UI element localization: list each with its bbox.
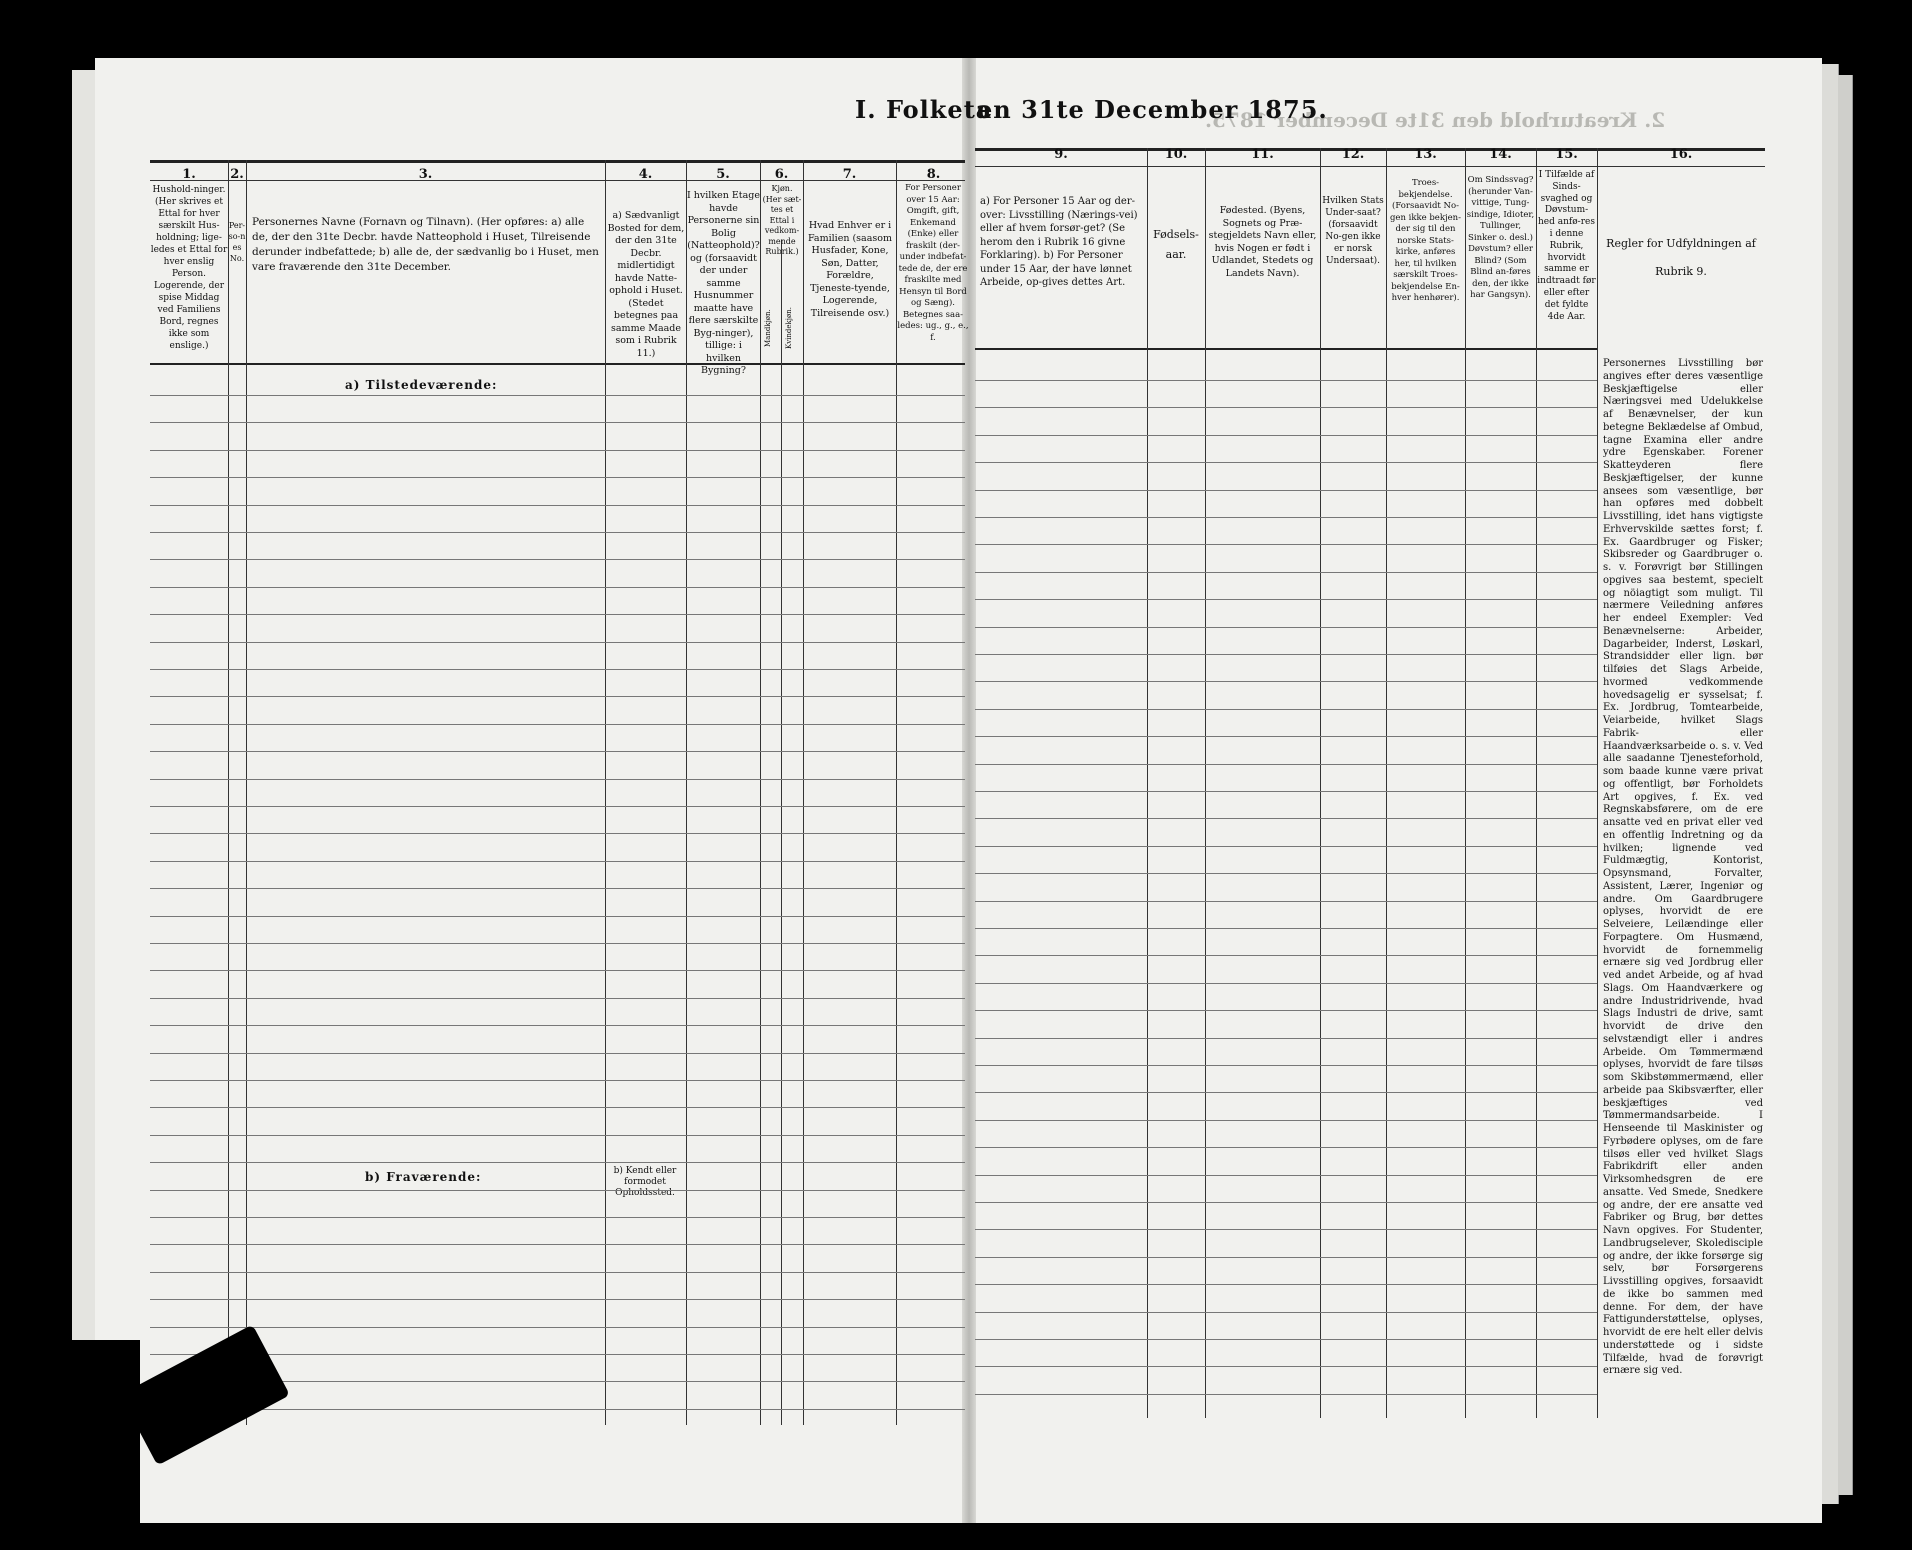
col-num-13: 13. [1414, 147, 1437, 162]
col-num-8: 8. [926, 167, 941, 182]
row-rule [150, 1299, 965, 1300]
row-rule [150, 888, 965, 889]
row-rule [975, 1065, 1597, 1066]
col-line-15 [1597, 148, 1598, 1418]
page-edge-left [72, 70, 97, 1510]
row-rule [975, 1312, 1597, 1313]
col-num-11: 11. [1251, 147, 1274, 162]
row-rule [975, 1010, 1597, 1011]
row-rule [975, 791, 1597, 792]
col6-sub-female: Kvindekjøn. [785, 307, 793, 349]
col-line-5 [760, 160, 761, 1425]
row-rule [150, 1327, 965, 1328]
row-rule [975, 435, 1597, 436]
row-rule [975, 1092, 1597, 1093]
row-rule [975, 407, 1597, 408]
col-num-12: 12. [1341, 147, 1365, 162]
ghost-title: 2. Kreaturhold den 31te December 1875. [1205, 108, 1666, 132]
col-line-11 [1320, 148, 1321, 1418]
row-rule [975, 544, 1597, 545]
row-rule [150, 833, 965, 834]
page-edge-right-2 [1838, 75, 1853, 1495]
row-rule [975, 654, 1597, 655]
col-header-3: Personernes Navne (Fornavn og Tilnavn). (Her opføres: a) alle de, der den 31te Decbr. havde Natteophold i Huset, Tilreisende derunder indbefattede; b) alle de, der sædvanlig bo i Huset, men vare fraværende den 31te December. [252, 216, 599, 273]
row-rule [150, 943, 965, 944]
col-line-10 [1205, 148, 1206, 1418]
row-rule [975, 1175, 1597, 1176]
col-header-5: I hvilken Etage havde Personerne sin Bolig (Natteophold)? og (forsaavidt der under samme Husnummer maatte have flere særskilte Byg-ninger), tillige: i hvilken Bygning? [687, 190, 760, 376]
row-rule [975, 709, 1597, 710]
col-header-2: Per-so-nes No. [228, 221, 246, 263]
row-rule [150, 1190, 965, 1191]
col-line-14 [1536, 148, 1537, 1418]
row-rule [975, 1366, 1597, 1367]
row-rule [975, 490, 1597, 491]
row-rule [975, 572, 1597, 573]
row-rule [975, 1229, 1597, 1230]
title-right: en 31te December 1875. [977, 95, 1328, 124]
col-num-2: 2. [230, 167, 244, 182]
row-rule [975, 1339, 1597, 1340]
row-rule [975, 1120, 1597, 1121]
row-rule [150, 916, 965, 917]
col-num-1: 1. [182, 167, 196, 182]
row-rule [150, 669, 965, 670]
row-rule [150, 395, 965, 396]
row-rule [150, 861, 965, 862]
col-header-1: Hushold-ninger. (Her skrives et Ettal for hver særskilt Hus-holdning; lige-ledes et Ettal for hver enslig Person. Logerende, der spise Middag ved Familiens Bord, regnes ikke som enslige.) [150, 185, 228, 351]
col-header-9: a) For Personer 15 Aar og der-over: Livsstilling (Nærings-vei) eller af hvem forsør-get? (Se herom den i Rubrik 16 givne Forklaring). b) For Personer under 15 Aar, der have lønnet Arbeide, op-gives dettes Art. [980, 196, 1138, 288]
row-rule [150, 779, 965, 780]
col-line-9 [1147, 148, 1148, 1418]
row-rule [150, 1053, 965, 1054]
section-present: a) Tilstedeværende: [345, 378, 498, 392]
col-num-10: 10. [1164, 147, 1188, 162]
row-rule [150, 505, 965, 506]
row-rule [975, 1038, 1597, 1039]
row-rule [150, 1025, 965, 1026]
row-rule [975, 955, 1597, 956]
row-rule [150, 1272, 965, 1273]
col-header-10: Fødsels-aar. [1153, 228, 1199, 261]
row-rule [150, 450, 965, 451]
row-rule [150, 642, 965, 643]
rule-numbers-right [975, 166, 1765, 167]
col-header-16: Regler for Udfyldningen af Rubrik 9. [1606, 237, 1756, 278]
row-rule [150, 970, 965, 971]
row-rule [975, 1284, 1597, 1285]
col6-sub-male: Mandkjøn. [764, 309, 772, 347]
col-num-16: 16. [1669, 147, 1693, 162]
row-rule [150, 724, 965, 725]
title-left: I. Folketa [855, 95, 993, 124]
col-line-12 [1386, 148, 1387, 1418]
row-rule [975, 846, 1597, 847]
col-header-4: a) Sædvanligt Bosted for dem, der den 31te Decbr. midlertidigt havde Natte-ophold i Huset. (Stedet betegnes paa samme Maade som i Rubrik 11.) [607, 210, 685, 359]
col-num-7: 7. [842, 167, 857, 182]
row-rule [150, 1162, 965, 1163]
scan-clip [0, 1340, 140, 1550]
row-rule [975, 517, 1597, 518]
col-line-2 [246, 160, 247, 1425]
row-rule [150, 1107, 965, 1108]
row-rule [150, 696, 965, 697]
row-rule [150, 559, 965, 560]
row-rule [975, 1394, 1597, 1395]
row-rule [975, 462, 1597, 463]
col-line-7 [896, 160, 897, 1425]
row-rule [150, 1244, 965, 1245]
row-rule [150, 1354, 965, 1355]
rule-header-right [975, 348, 1597, 350]
col-line-6 [803, 160, 804, 1425]
col4-absent-note: b) Kendt eller formodet Opholdssted. [613, 1166, 677, 1198]
row-rule [150, 998, 965, 999]
col-header-11: Fødested. (Byens, Sognets og Præ-stegjeldets Navn eller, hvis Nogen er født i Udlandet, Stedets og Landets Navn). [1208, 205, 1317, 279]
col-num-9: 9. [1054, 147, 1068, 162]
row-rule [150, 806, 965, 807]
col-header-7: Hvad Enhver er i Familien (saasom Husfader, Kone, Søn, Datter, Forældre, Tjeneste-tyende, Logerende, Tilreisende osv.) [807, 220, 892, 319]
row-rule [975, 901, 1597, 902]
col-line-13 [1465, 148, 1466, 1418]
col-header-14: Om Sindssvag? (herunder Van-vittige, Tung-sindige, Idioter, Tullinger, Sinker o. desl.) Døvstum? eller Blind? (Som Blind an-føres den, der ikke har Gangsyn). [1466, 175, 1535, 300]
page-edge-right [1822, 64, 1839, 1504]
col-header-13: Troes-bekjendelse. (Forsaavidt No-gen ikke bekjen-der sig til den norske Stats-kirke, anføres her, til hvilken særskilt Troes-bekjendelse En-hver henhører). [1389, 178, 1462, 303]
row-rule [975, 1202, 1597, 1203]
col-header-12: Hvilken Stats Under-saat? (forsaavidt No-gen ikke er norsk Undersaat). [1322, 196, 1384, 266]
row-rule [150, 1409, 965, 1410]
rule-top-left [150, 160, 965, 163]
col-header-8: For Personer over 15 Aar: Omgift, gift, Enkemand (Enke) eller fraskilt (der-under indbefat-tede de, der ere fraskilte med Hensyn til Bord og Sæng). Betegnes saa-ledes: ug., g., e., f. [897, 183, 969, 343]
row-rule [975, 818, 1597, 819]
row-rule [975, 599, 1597, 600]
col-line-1 [228, 160, 229, 1425]
row-rule [975, 983, 1597, 984]
row-rule [975, 681, 1597, 682]
row-rule [975, 764, 1597, 765]
row-rule [975, 873, 1597, 874]
rules-text: Personernes Livsstilling bør angives efter deres væsentlige Beskjæftigelse eller Næringsvei med Udelukkelse af Benævnelser, der kun betegne Beklædelse af Ombud, tagne Examina eller andre ydre Egenskaber. Forener Skatteyderen flere Beskjæftigelser, der kunne ansees som væsentlige, bør han opføres med dobbelt Livsstilling, idet hans vigtigste Erhvervskilde sættes forst; f. Ex. Gaardbruger og Fisker; Skibsreder og Gaardbruger o. s. v. Forøvrigt bør Stillingen opgives saa bestemt, specielt og nöiagtigt som muligt. Til nærmere Veiledning anføres her endeel Exempler: Ved Benævnelserne: Arbeider, Dagarbeider, Inderst, Løskarl, Strandsidder eller lign. bør tilføies det Slags Arbeide, hvormed vedkommende hovedsagelig er sysselsat; f. Ex. Jordbrug, Tomtearbeide, Veiarbeide, hvilket Slags Fabrik- eller Haandværksarbeide o. s. v. Ved alle saadanne Tjenesteforhold, som baade kunne være privat og offentligt, bør Forholdets Art opgives, f. Ex. ved Regnskabsførere, om de ere ansatte ved en privat eller ved en offentlig Indretning og da hvilken; lignende ved Fuldmægtig, Kontorist, Opsynsmand, Forvalter, Assistent, Lærer, Ingeniør og andre. Om Gaardbrugere oplyses, hvorvidt de ere Selveiere, Leilændinge eller Forpagtere. Om Husmænd, hvorvidt de fornemmelig ernære sig ved Jordbrug eller ved andet Arbeide, og af hvad Slags. Om Haandværkere og andre Industridrivende, hvad Slags Industri de drive, samt hvorvidt de drive den selvstændigt eller i andres Arbeide. Om Tømmermænd oplyses, hvorvidt de fare tilsøs som Skibstømmermænd, eller arbeide paa Skibsværfter, eller beskjæftiges ved Tømmermandsarbeide. I Henseende til Maskinister og Fyrbødere oplyses, om de fare tilsøs eller ved hvilket Slags Fabrikdrift eller anden Virksomhedsgren de ere ansatte. Ved Smede, Snedkere og andre, der ere ansatte ved Fabriker og Brug, bør dettes Navn opgives. For Studenter, Landbrugselever, Skoledisciple og andre, der ikke forsørge sig selv, bør Forsørgerens Livsstilling opgives, forsaavidt de ikke bo sammen med denne. For dem, der have Fattigunderstøttelse, oplyses, hvorvidt de ere helt eller delvis understøttede og i sidste Tilfælde, hvad de forøvrigt ernære sig ved. [1603, 358, 1763, 1377]
col-num-6: 6. [774, 167, 789, 182]
row-rule [150, 1135, 965, 1136]
row-rule [150, 532, 965, 533]
row-rule [975, 380, 1597, 381]
col-num-4: 4. [638, 167, 653, 182]
col-num-14: 14. [1489, 147, 1512, 162]
row-rule [975, 928, 1597, 929]
row-rule [150, 614, 965, 615]
row-rule [150, 422, 965, 423]
row-rule [150, 477, 965, 478]
row-rule [975, 1147, 1597, 1148]
rule-header-left [150, 363, 965, 365]
row-rule [150, 1080, 965, 1081]
row-rule [150, 1217, 965, 1218]
row-rule [975, 1257, 1597, 1258]
col-num-5: 5. [716, 167, 730, 182]
row-rule [150, 751, 965, 752]
col-header-15: I Tilfælde af Sinds-svaghed og Døvstum-hed anfø-res i denne Rubrik, hvorvidt samme er indtraadt før eller efter det fyldte 4de Aar. [1537, 170, 1596, 322]
col-num-15: 15. [1555, 147, 1578, 162]
row-rule [975, 736, 1597, 737]
row-rule [150, 587, 965, 588]
col-header-6: Kjøn. (Her sæt-tes et Ettal i vedkom-mende Rubrik.) [762, 184, 802, 256]
col-num-3: 3. [418, 167, 433, 182]
row-rule [975, 627, 1597, 628]
section-absent: b) Fraværende: [365, 1170, 482, 1184]
